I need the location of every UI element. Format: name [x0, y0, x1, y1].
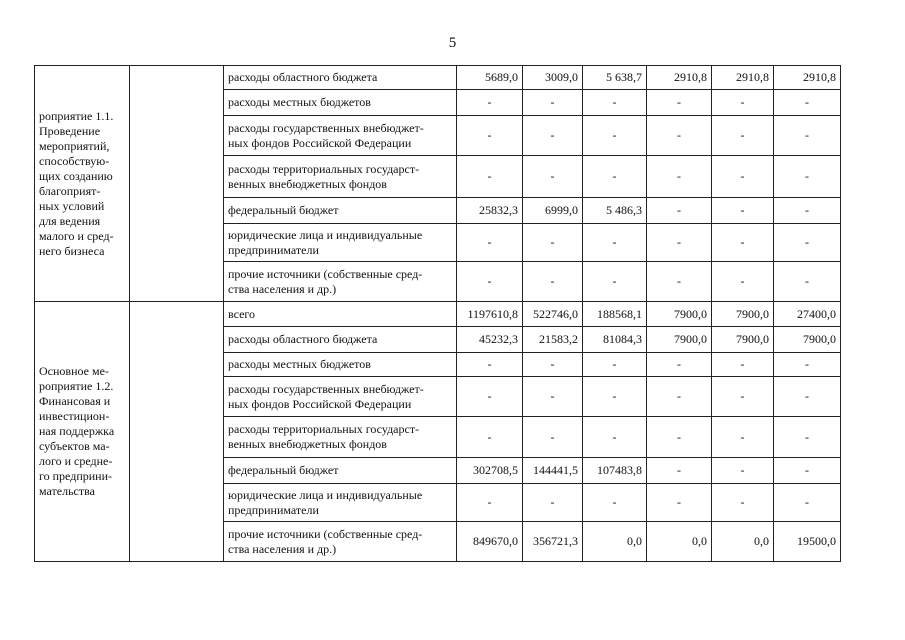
funding-source: расходы областного бюджета: [224, 66, 457, 90]
funding-source: всего: [224, 302, 457, 327]
value-cell: -: [774, 116, 841, 156]
value-cell: -: [523, 90, 583, 116]
value-cell: 2910,8: [647, 66, 712, 90]
value-cell: -: [774, 90, 841, 116]
value-cell: -: [457, 90, 523, 116]
value-cell: 2910,8: [774, 66, 841, 90]
value-cell: -: [457, 353, 523, 377]
value-cell: 2910,8: [712, 66, 774, 90]
funding-source: расходы местных бюджетов: [224, 353, 457, 377]
value-cell: -: [583, 353, 647, 377]
value-cell: -: [457, 417, 523, 458]
funding-source: юридические лица и индивидуальные предприниматели: [224, 484, 457, 522]
value-cell: -: [583, 116, 647, 156]
value-cell: 0,0: [712, 522, 774, 562]
value-cell: 144441,5: [523, 458, 583, 484]
value-cell: -: [583, 377, 647, 417]
value-cell: -: [457, 156, 523, 198]
value-cell: -: [774, 224, 841, 262]
value-cell: -: [774, 417, 841, 458]
value-cell: 0,0: [647, 522, 712, 562]
funding-source: расходы территориальных государст- венных внебюджетных фондов: [224, 417, 457, 458]
value-cell: -: [647, 116, 712, 156]
value-cell: 1197610,8: [457, 302, 523, 327]
value-cell: 188568,1: [583, 302, 647, 327]
value-cell: 27400,0: [774, 302, 841, 327]
value-cell: -: [583, 90, 647, 116]
value-cell: -: [583, 484, 647, 522]
funding-source: прочие источники (собственные сред- ства населения и др.): [224, 262, 457, 302]
value-cell: 849670,0: [457, 522, 523, 562]
value-cell: -: [523, 377, 583, 417]
executor-cell: [130, 302, 224, 562]
value-cell: -: [712, 198, 774, 224]
value-cell: -: [583, 156, 647, 198]
funding-table-body: [35, 66, 841, 562]
value-cell: -: [647, 224, 712, 262]
event-name: Основное ме- роприятие 1.2. Финансовая и инвестицион- ная поддержка субъектов ма- лого и средне- го предприни- мательства: [39, 364, 115, 498]
value-cell: -: [712, 377, 774, 417]
funding-table: [34, 65, 841, 562]
value-cell: -: [583, 262, 647, 302]
value-cell: -: [712, 262, 774, 302]
value-cell: 5689,0: [457, 66, 523, 90]
funding-source: юридические лица и индивидуальные предприниматели: [224, 224, 457, 262]
page-number: 5: [448, 35, 457, 51]
value-cell: -: [647, 198, 712, 224]
funding-source: федеральный бюджет: [224, 458, 457, 484]
value-cell: 7900,0: [647, 302, 712, 327]
value-cell: -: [523, 224, 583, 262]
value-cell: 21583,2: [523, 327, 583, 353]
event-name-cell: [35, 302, 130, 562]
value-cell: -: [712, 353, 774, 377]
value-cell: -: [712, 224, 774, 262]
funding-source: расходы территориальных государст- венных внебюджетных фондов: [224, 156, 457, 198]
value-cell: -: [712, 90, 774, 116]
value-cell: -: [457, 224, 523, 262]
value-cell: 3009,0: [523, 66, 583, 90]
value-cell: 81084,3: [583, 327, 647, 353]
value-cell: -: [712, 458, 774, 484]
value-cell: -: [523, 484, 583, 522]
value-cell: 522746,0: [523, 302, 583, 327]
value-cell: -: [647, 156, 712, 198]
funding-source: расходы государственных внебюджет- ных фондов Российской Федерации: [224, 116, 457, 156]
executor-cell: [130, 66, 224, 302]
value-cell: 107483,8: [583, 458, 647, 484]
value-cell: 45232,3: [457, 327, 523, 353]
value-cell: -: [523, 156, 583, 198]
value-cell: -: [712, 116, 774, 156]
value-cell: -: [647, 377, 712, 417]
table-row: [35, 302, 841, 327]
value-cell: 5 638,7: [583, 66, 647, 90]
value-cell: -: [457, 484, 523, 522]
value-cell: -: [647, 458, 712, 484]
value-cell: -: [583, 417, 647, 458]
value-cell: 7900,0: [774, 327, 841, 353]
funding-source: расходы государственных внебюджет- ных фондов Российской Федерации: [224, 377, 457, 417]
value-cell: 7900,0: [712, 327, 774, 353]
funding-source: прочие источники (собственные сред- ства населения и др.): [224, 522, 457, 562]
funding-source: расходы местных бюджетов: [224, 90, 457, 116]
value-cell: -: [774, 156, 841, 198]
value-cell: -: [523, 262, 583, 302]
value-cell: 6999,0: [523, 198, 583, 224]
value-cell: 302708,5: [457, 458, 523, 484]
value-cell: -: [712, 484, 774, 522]
value-cell: -: [712, 156, 774, 198]
value-cell: -: [647, 262, 712, 302]
value-cell: -: [774, 353, 841, 377]
event-name: роприятие 1.1. Проведение мероприятий, способствую- щих созданию благоприят- ных условий для ведения малого и сред- него бизнеса: [39, 108, 114, 258]
value-cell: -: [647, 353, 712, 377]
value-cell: 25832,3: [457, 198, 523, 224]
value-cell: -: [523, 417, 583, 458]
value-cell: 19500,0: [774, 522, 841, 562]
value-cell: -: [774, 377, 841, 417]
value-cell: 5 486,3: [583, 198, 647, 224]
table-row: [35, 66, 841, 90]
value-cell: -: [712, 417, 774, 458]
value-cell: -: [774, 484, 841, 522]
value-cell: -: [457, 262, 523, 302]
value-cell: -: [523, 116, 583, 156]
value-cell: -: [774, 262, 841, 302]
value-cell: 7900,0: [712, 302, 774, 327]
value-cell: -: [647, 417, 712, 458]
value-cell: -: [647, 90, 712, 116]
value-cell: -: [647, 484, 712, 522]
value-cell: -: [457, 116, 523, 156]
funding-source: федеральный бюджет: [224, 198, 457, 224]
value-cell: -: [457, 377, 523, 417]
funding-source: расходы областного бюджета: [224, 327, 457, 353]
value-cell: -: [523, 353, 583, 377]
value-cell: -: [583, 224, 647, 262]
event-name-cell: [35, 66, 130, 302]
value-cell: 0,0: [583, 522, 647, 562]
value-cell: 356721,3: [523, 522, 583, 562]
value-cell: -: [774, 458, 841, 484]
value-cell: -: [774, 198, 841, 224]
value-cell: 7900,0: [647, 327, 712, 353]
